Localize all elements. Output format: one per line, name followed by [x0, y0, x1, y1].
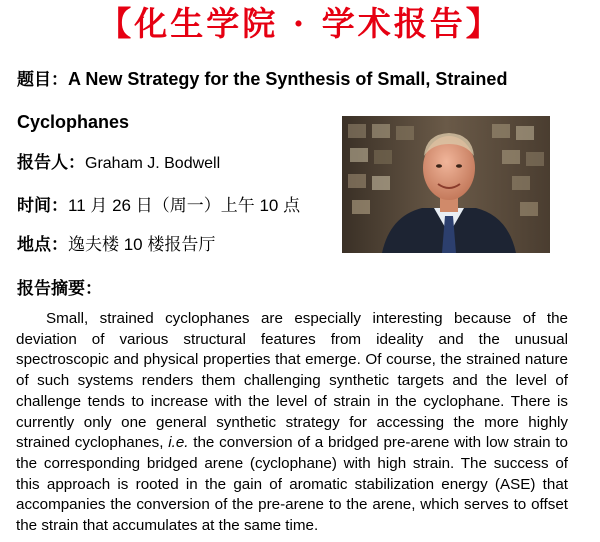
talk-title-line1: [17, 68, 507, 91]
title-label: 题目：: [17, 70, 68, 90]
title-text: A New Strategy for the Synthesis of Small, Strained: [68, 69, 508, 89]
time-value: 11 月 26 日（周一）上午 10 点: [68, 196, 301, 215]
time-row: [17, 195, 300, 217]
place-label: 地点：: [17, 235, 68, 255]
time-label: 时间：: [17, 196, 68, 216]
place-row: [17, 234, 215, 256]
place-value: 逸夫楼 10 楼报告厅: [68, 235, 216, 254]
speaker-name: Graham J. Bodwell: [85, 155, 221, 172]
abstract-part1: Small, strained cyclophanes are especially interesting because of the deviation of various structural features from ideality and the unusual spectroscopic and physical properties that emerge. Of course, the strained nature of such systems renders them challenging synthetic targets and the level of challenge tends to increase with the level of strain in the cyclophane. There is currently only one general synthetic strategy for accessing the more highly strained cyclophanes,: [16, 310, 568, 452]
banner-title: 【化生学院 · 学术报告】: [98, 4, 502, 43]
speaker-row: [17, 152, 220, 175]
speaker-photo: [342, 116, 550, 253]
abstract-part2: the conversion of a bridged pre-arene with low strain to the corresponding bridged arene (cyclophane) with high strain. The success of this approach is rooted in the gain of aromatic stabilization energy (ASE) that accompanies the conversion of the pre-arene to the arene, which serves to offset the strain that accumulates at the same time.: [16, 434, 568, 535]
abstract-text: [16, 309, 568, 537]
talk-title-line2: Cyclophanes: [17, 112, 130, 132]
abstract-heading: 报告摘要：: [17, 279, 102, 299]
speaker-label: 报告人：: [17, 153, 85, 173]
abstract-ie: i.e.: [168, 434, 189, 452]
